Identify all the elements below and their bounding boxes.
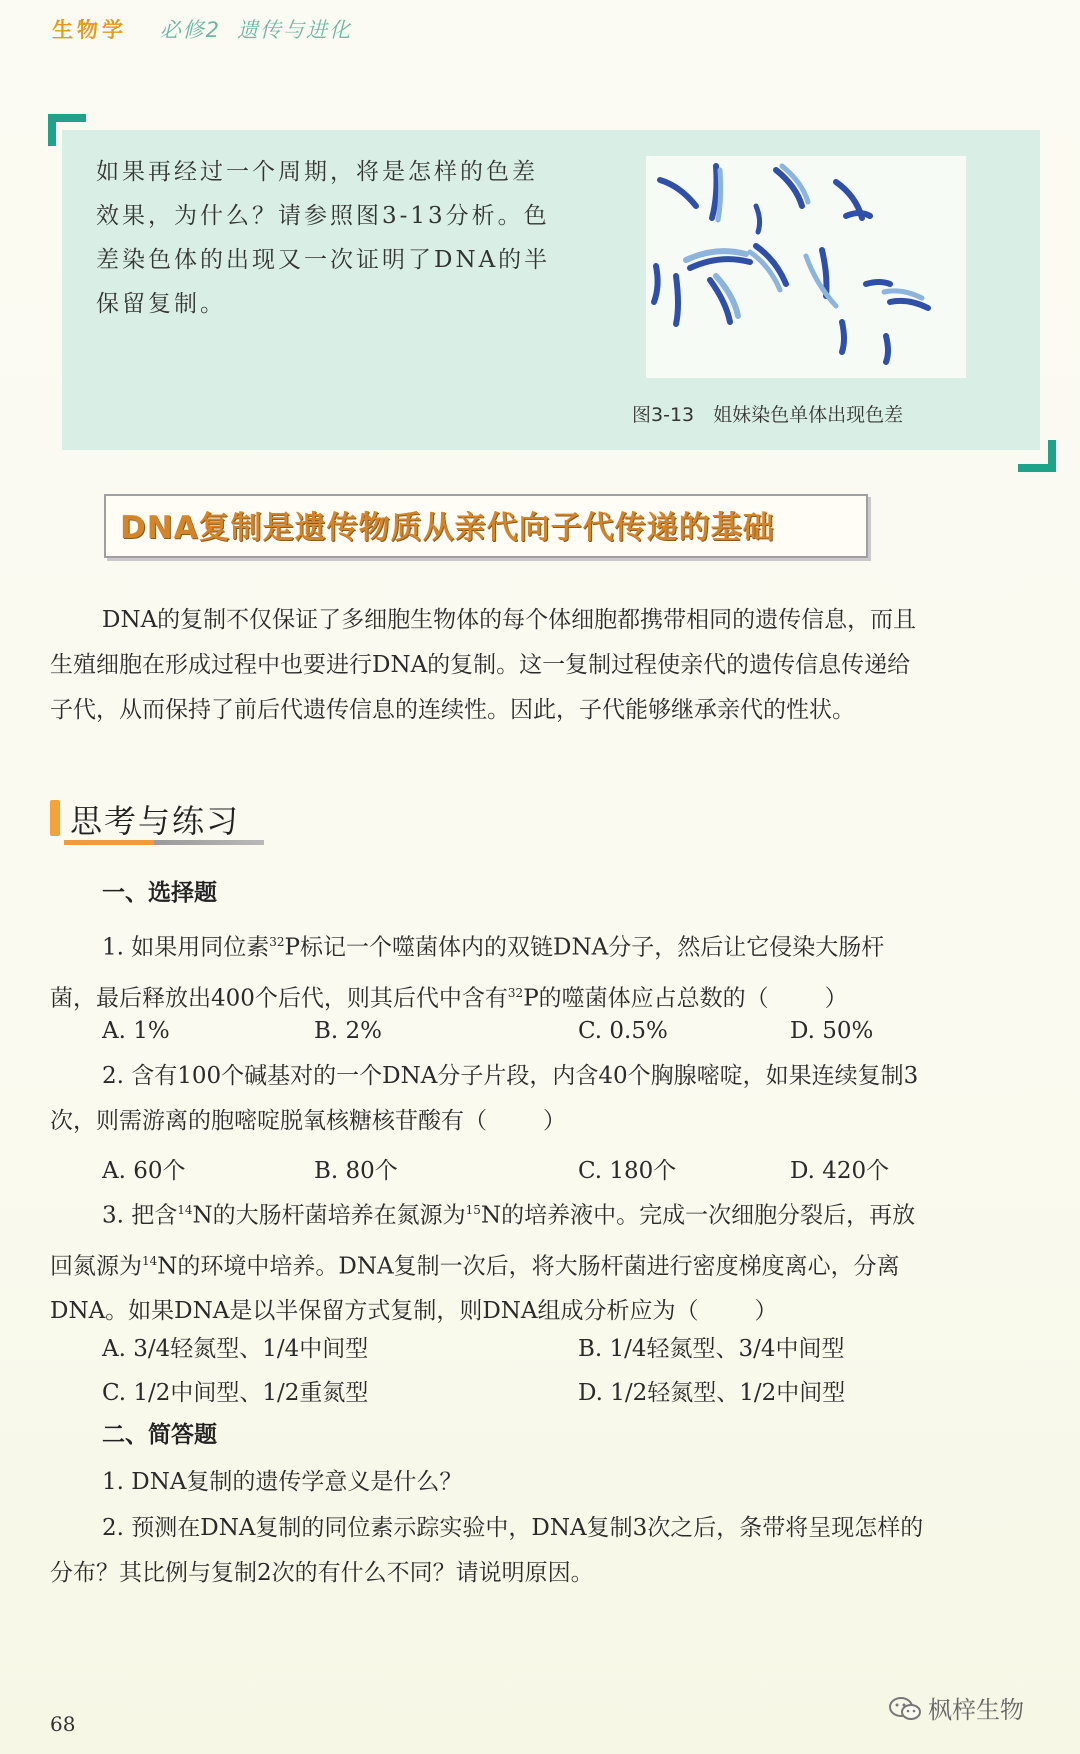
option-b: B. 80个 (314, 1158, 398, 1184)
part-heading: 二、简答题 (102, 1422, 217, 1448)
q3-text: 回氮源为 (50, 1253, 142, 1280)
question-line (50, 971, 1050, 1022)
question-line (50, 1239, 1050, 1290)
q2-text: 次，则需游离的胞嘧啶脱氧核糖核苷酸有（ (50, 1108, 487, 1134)
q1-text: 1. 如果用同位素 (102, 934, 270, 961)
chromosome (884, 291, 922, 298)
option-c: C. 0.5% (578, 1018, 668, 1044)
short-answer-2 (50, 1506, 1050, 1596)
exercise-title-underline (64, 840, 264, 845)
header-book (160, 18, 352, 42)
callout-text (96, 150, 576, 326)
callout-corner-top-left (48, 114, 86, 146)
watermark-text: 枫梓生物 (928, 1696, 1024, 1724)
watermark (888, 1690, 1024, 1725)
chromosome (654, 266, 658, 302)
question-line (50, 1460, 1050, 1505)
s2-text: 2. 预测在DNA复制的同位素示踪实验中，DNA复制3次之后，条带将呈现怎样的 (102, 1515, 924, 1541)
option-d: D. 1/2轻氮型、1/2中间型 (578, 1380, 846, 1406)
q3-text: DNA。如果DNA是以半保留方式复制，则DNA组成分析应为（ (50, 1298, 699, 1325)
body-paragraph (50, 598, 1050, 733)
q3-text: 3. 把含 (102, 1202, 178, 1229)
chromosome (660, 180, 696, 206)
q3-superscript: 15 (465, 1203, 481, 1217)
question-line (50, 1188, 1050, 1239)
chromosome (866, 282, 890, 284)
q1-text: P标记一个噬菌体内的双链DNA分子，然后让它侵染大肠杆 (284, 934, 885, 961)
question-1 (50, 920, 1050, 1021)
chromosome (750, 252, 780, 290)
q3-superscript: 14 (142, 1253, 158, 1268)
paragraph-line: 子代，从而保持了前后代遗传信息的连续性。因此，子代能够继承亲代的性状。 (50, 697, 855, 723)
question-3 (50, 1188, 1050, 1334)
chromosome (756, 246, 786, 284)
q3-text: N的培养液中。完成一次细胞分裂后，再放 (480, 1202, 916, 1229)
q1-text: 菌，最后释放出400个后代，则其后代中含有 (50, 985, 508, 1012)
question-line (50, 1289, 1050, 1334)
question-line (50, 1054, 1050, 1099)
wechat-icon (888, 1696, 922, 1722)
s1-text: 1. DNA复制的遗传学意义是什么？ (102, 1469, 463, 1495)
chromosome (756, 206, 760, 232)
short-answer-1 (50, 1460, 1050, 1505)
question-line: 分布？其比例与复制2次的有什么不同？请说明原因。 (50, 1560, 594, 1586)
section-title: DNA复制是遗传物质从亲代向子代传递的基础 (120, 510, 775, 546)
chromosome (718, 170, 721, 220)
q1-superscript: 32 (507, 985, 524, 1000)
option-a: A. 3/4轻氮型、1/4中间型 (102, 1336, 369, 1362)
chromosome (690, 259, 750, 268)
chromosome (886, 336, 888, 362)
question-line (50, 920, 1050, 971)
option-d: D. 420个 (790, 1158, 890, 1184)
callout-line: 差染色体的出现又一次证明了DNA的半 (96, 247, 551, 273)
header-subject: 生物学 (52, 18, 127, 42)
option-b: B. 2% (314, 1018, 383, 1044)
running-header (52, 14, 352, 44)
part-heading: 一、选择题 (102, 880, 217, 906)
chromosome (676, 276, 678, 324)
header-book-title: 遗传与进化 (237, 18, 353, 42)
exercise-title-marker (50, 800, 60, 836)
callout-line: 效果，为什么？请参照图3-13分析。色 (96, 203, 550, 229)
q3-text: N的大肠杆菌培养在氮源为 (192, 1202, 466, 1229)
chromosome (890, 301, 928, 308)
option-d: D. 50% (790, 1018, 874, 1044)
q2-bracket: ） (543, 1108, 566, 1134)
option-c: C. 180个 (578, 1158, 677, 1184)
paragraph-line (50, 598, 1050, 643)
q3-superscript: 14 (177, 1203, 193, 1217)
callout-line: 如果再经过一个周期，将是怎样的色差 (96, 159, 538, 185)
paragraph-line-text: DNA的复制不仅保证了多细胞生物体的每个体细胞都携带相同的遗传信息，而且 (102, 607, 917, 633)
q2-text: 2. 含有100个碱基对的一个DNA分子片段，内含40个胸腺嘧啶，如果连续复制3 (102, 1063, 919, 1089)
option-a: A. 1% (102, 1018, 170, 1044)
option-a: A. 60个 (102, 1158, 186, 1184)
chromosome (842, 322, 844, 352)
question-line (50, 1506, 1050, 1551)
figure-caption: 图3-13 姐妹染色单体出现色差 (632, 404, 904, 426)
chromosome (806, 256, 836, 306)
question-2 (50, 1054, 1050, 1144)
exercise-title: 思考与练习 (70, 802, 241, 840)
option-b: B. 1/4轻氮型、3/4中间型 (578, 1336, 845, 1362)
q1-text: P的噬菌体应占总数的（ (523, 985, 769, 1012)
option-c: C. 1/2中间型、1/2重氮型 (102, 1380, 369, 1406)
chromosome-figure (646, 156, 966, 378)
page-number: 68 (50, 1712, 76, 1736)
q3-text: N的环境中培养。DNA复制一次后，将大肠杆菌进行密度梯度离心，分离 (157, 1253, 900, 1280)
q3-bracket: ） (754, 1298, 778, 1325)
paragraph-line: 生殖细胞在形成过程中也要进行DNA的复制。这一复制过程使亲代的遗传信息传递给 (50, 652, 911, 678)
question-line (50, 1099, 1050, 1144)
q1-superscript: 32 (269, 935, 285, 949)
callout-line: 保留复制。 (96, 291, 226, 317)
chromosome-image (646, 156, 966, 378)
q1-bracket: ） (824, 985, 848, 1012)
header-book-volume: 必修2 (159, 18, 222, 42)
chromosome (712, 166, 717, 218)
callout-corner-bottom-right (1018, 440, 1056, 472)
